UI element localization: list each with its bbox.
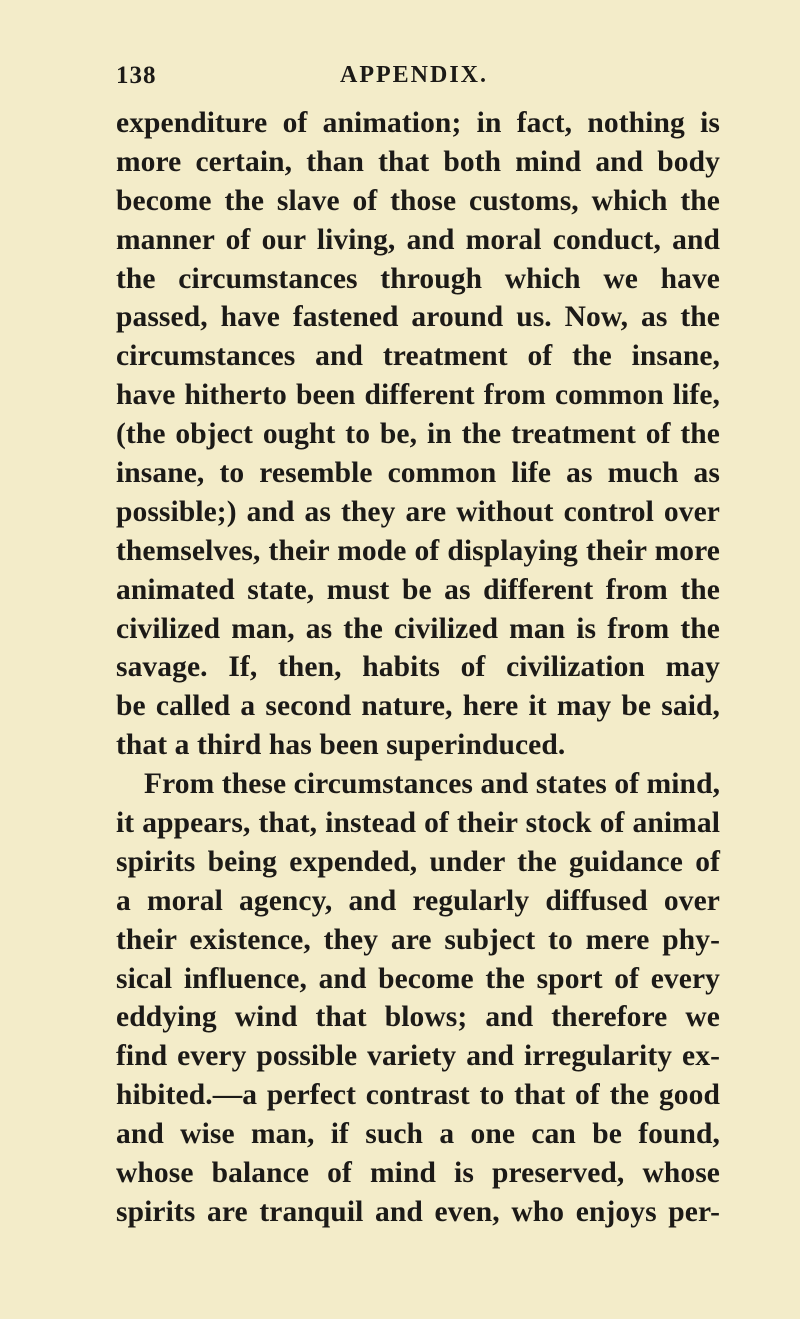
text-line: expenditure of animation; in fact, nothing is — [116, 107, 720, 139]
text-line: circumstances and treatment of the insane, — [116, 340, 720, 373]
text-line: civilized man, as the civilized man is from the — [116, 612, 720, 645]
text-line: become the slave of those customs, which the — [116, 184, 720, 217]
page-number: 138 — [116, 62, 157, 89]
text-line: have hitherto been different from common life, — [116, 379, 720, 412]
text-line: manner of our living, and moral conduct, and — [116, 223, 720, 256]
text-line: eddying wind that blows; and therefore we — [116, 1001, 720, 1034]
text-line: possible;) and as they are without control over — [116, 495, 720, 528]
text-line: sical influence, and become the sport of every — [116, 962, 720, 995]
page-header — [116, 62, 720, 102]
text-line: be called a second nature, here it may be said, — [116, 690, 720, 723]
text-line: passed, have fastened around us. Now, as the — [116, 301, 720, 334]
text-line: insane, to resemble common life as much as — [116, 457, 720, 490]
text-line: (the object ought to be, in the treatment of the — [116, 418, 720, 451]
text-line: it appears, that, instead of their stock of animal — [116, 807, 720, 840]
text-line: savage. If, then, habits of civilization may — [116, 651, 720, 684]
text-line: spirits being expended, under the guidance of — [116, 845, 720, 878]
text-line: their existence, they are subject to mere phy- — [116, 923, 720, 956]
text-line: animated state, must be as different from the — [116, 573, 720, 606]
text-line: hibited.—a perfect contrast to that of the good — [116, 1079, 720, 1112]
body-text — [116, 104, 720, 1232]
text-line: more certain, than that both mind and body — [116, 145, 720, 178]
text-line: whose balance of mind is preserved, whose — [116, 1157, 720, 1190]
text-line: a moral agency, and regularly diffused over — [116, 884, 720, 917]
text-line: and wise man, if such a one can be found, — [116, 1118, 720, 1151]
text-line: spirits are tranquil and even, who enjoys per- — [116, 1195, 720, 1228]
text-line: themselves, their mode of displaying their more — [116, 534, 720, 567]
text-line: From these circumstances and states of mind, — [144, 768, 721, 801]
running-head: APPENDIX. — [340, 62, 488, 88]
text-line: the circumstances through which we have — [116, 262, 720, 295]
text-line: that a third has been superinduced. — [116, 729, 566, 762]
text-line: find every possible variety and irregularity ex- — [116, 1040, 720, 1073]
